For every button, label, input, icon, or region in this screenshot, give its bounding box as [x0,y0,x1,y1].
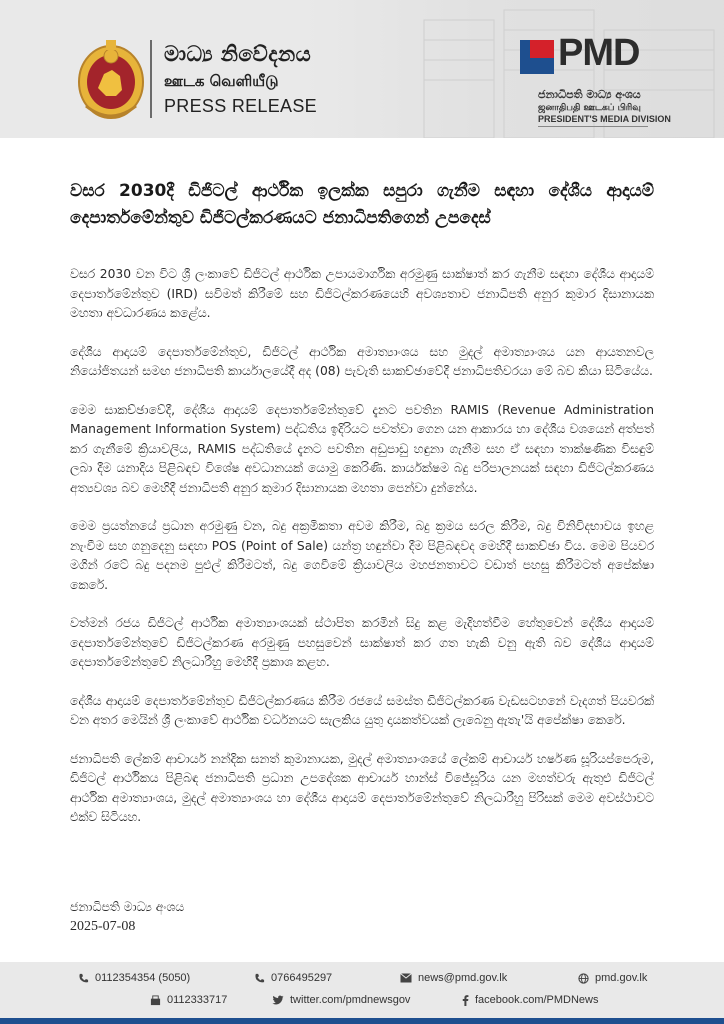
release-date: 2025-07-08 [70,919,136,934]
website-link[interactable]: pmd.gov.lk [595,972,648,984]
footer-twitter [272,994,410,1006]
pmd-underline [538,126,648,127]
twitter-icon [272,995,284,1005]
paragraph: දේශීය ආදායම් දෙපාර්තමේන්තුව, ඩිජිටල් ආර්ථික අමාත්‍යාංශය සහ මුදල් අමාත්‍යාංශය යන ආයතනවල නියෝජිතයන් සමඟ ජනාධිපති කාර්යාලයේදී අද (08) පැවැති සාකච්ඡාවේදී ජනාධිපතිවරයා මේ බව කියා සිටියේය. [70,344,654,378]
globe-icon [578,973,589,984]
phone-number[interactable]: 0112354354 (5050) [95,972,191,984]
press-release-title-sinhala: මාධ්‍ය නිවේදනය [164,42,312,66]
mobile-number[interactable]: 0766495297 [271,972,333,984]
footer-accent-bar [0,1018,724,1024]
pmd-name-english: PRESIDENT'S MEDIA DIVISION [538,114,671,124]
facebook-icon [462,995,469,1006]
email-icon [400,973,412,983]
paragraph: දේශීය ආදායම් දෙපාර්තමේන්තුව ඩිජිටල්කරණය කිරීම රජයේ සමස්ත ඩිජිටල්කරණ වැඩසටහනේ වැදගත් පියවරක් වන අතර මෙයින් ශ්‍රී ලංකාවේ ආර්ථික වර්ධනයට සැලකිය යුතු දායකත්වයක් ලැබෙනු ඇතැ'යි අපේක්ෂා කෙරේ. [70,693,654,727]
footer-mobile [254,972,332,984]
fax-number[interactable]: 0112333717 [167,994,228,1006]
paragraph: වසර 2030 වන විට ශ්‍රී ලංකාවේ ඩිජිටල් ආර්ථික උපායමාර්ගික අරමුණු සාක්ෂාත් කර ගැනීම සඳහා දේශීය ආදායම් දෙපාර්තමේන්තුව (IRD) සවිමත් කිරීමේ සහ ඩිජිටල්කරණයෙහි අවශ්‍යතාව ජනාධිපති අනුර කුමාර දිසානායක මහතා අවධාරණය කළේය. [70,267,654,320]
fax-icon [150,995,161,1006]
footer-phone [78,972,190,984]
pmd-logo [520,32,650,82]
footer-web [578,972,647,984]
paragraph: මෙම සාකච්ඡාවේදී, දේශීය ආදායම් දෙපාර්තමේන්තුවේ දැනට පවතින RAMIS (Revenue Administration Management Information System) පද්ධතිය ඉදිරියට පවත්වා ගෙන යන ආකාරය හා දේශීය වශයෙන් අත්පත් කර ගැනීමේ ක්‍රියාවලිය, RAMIS පද්ධතියේ දැනට පවතින අඩුපාඩු හඳුනා ගැනීම සහ ඒ සඳහා තාක්ෂණික විසඳුම් ලබා දීම යනාදිය පිළිබඳව විශේෂ අවධානයක් යොමු කෙරිණි. කාර්යක්ෂම බදු පරිපාලනයක් සඳහා ඩිජිටල්කරණය අත්‍යවශ්‍ය බව මෙහිදී ජනාධිපති අනුර කුමාර දිසානායක මහතා පෙන්වා දුන්නේය. [70,402,654,495]
pmd-logo-mark-icon [520,40,554,74]
email-address[interactable]: news@pmd.gov.lk [418,972,508,984]
contact-footer [0,962,724,1018]
article-body [70,265,654,847]
signature-block [70,897,184,937]
sri-lanka-emblem-icon [76,36,146,122]
pmd-logo-text: PMD [558,32,640,74]
pmd-name-sinhala: ජනාධිපති මාධ්‍ය අංශය [538,88,641,101]
paragraph: ජනාධිපති ලේකම් ආචාර්ය නන්දික සනත් කුමානායක, මුදල් අමාත්‍යාංශයේ ලේකම් ආචාර්ය හර්ෂණ සූරියප්පෙරුම, ඩිජිටල් ආර්ථිකය පිළිබඳ ජනාධිපති ප්‍රධාන උපදේශක ආචාර්ය හාන්ස් විජේසූරිය යන මහත්වරු ඇතුළු ඩිජිටල් ආර්ථික අමාත්‍යාංශය, මුදල් අමාත්‍යාංශය හා දේශීය ආදායම් දෙපාර්තමේන්තුවේ නිලධාරීහු පිරිසක් මෙම අවස්ථාවට එක්ව සිටියහ. [70,751,654,824]
paragraph: මෙම ප්‍රයත්නයේ ප්‍රධාන අරමුණු වන, බදු අක්‍රමිකතා අවම කිරීම, බදු ක්‍රමය සරල කිරීම, බදු විනිවිදභාවය ඉහළ නැංවීම සහ ගනුදෙනු සඳහා POS (Point of Sale) යන්ත්‍ර හඳුන්වා දීම පිළිබඳවද මෙහිදී සාකච්ඡා විය. මෙම පියවර මගින් රටේ බදු පදනම පුළුල් කිරීමටත්, බදු ගෙවීමේ ක්‍රියාවලිය මහජනතාවට වඩාත් පහසු කිරීමටත් අපේක්ෂා කෙරේ. [70,519,654,592]
footer-facebook [462,994,599,1006]
headline: වසර 2030දී ඩිජිටල් ආර්ථික ඉලක්ක සපුරා ගැනීම සඳහා දේශීය ආදායම් දෙපාර්තමේන්තුව ඩිජිටල්කරණයට ජනාධිපතිගෙන් උපදෙස් [70,181,654,228]
signature-office: ජනාධිපති මාධ්‍ය අංශය [70,900,185,914]
phone-icon [78,973,89,984]
press-release-title-english: PRESS RELEASE [164,96,317,116]
press-release-title-tamil: ஊடக வெளியீடு [164,72,279,90]
header-divider [150,40,152,118]
phone-icon [254,973,265,984]
pmd-name-tamil: ஜனாதிபதி ஊடகப் பிரிவு [538,103,641,113]
letterhead [0,0,724,138]
footer-email [400,972,507,984]
footer-fax [150,994,227,1006]
facebook-link[interactable]: facebook.com/PMDNews [475,994,599,1006]
paragraph: වත්මන් රජය ඩිජිටල් ආර්ථික අමාත්‍යාංශයක් ස්ථාපිත කරමින් සිදු කළ මැදිහත්වීම හේතුවෙන් දේශීය ආදායම් දෙපාර්තමේන්තුවේ ඩිජිටල්කරණ අරමුණු පහසුවෙන් සාක්ෂාත් කර ගත හැකි වනු ඇති බව දේශීය ආදායම් දෙපාර්තමේන්තුවේ නිලධාරීහු මෙහිදී ප්‍රකාශ කළහ. [70,616,654,669]
twitter-link[interactable]: twitter.com/pmdnewsgov [290,994,411,1006]
